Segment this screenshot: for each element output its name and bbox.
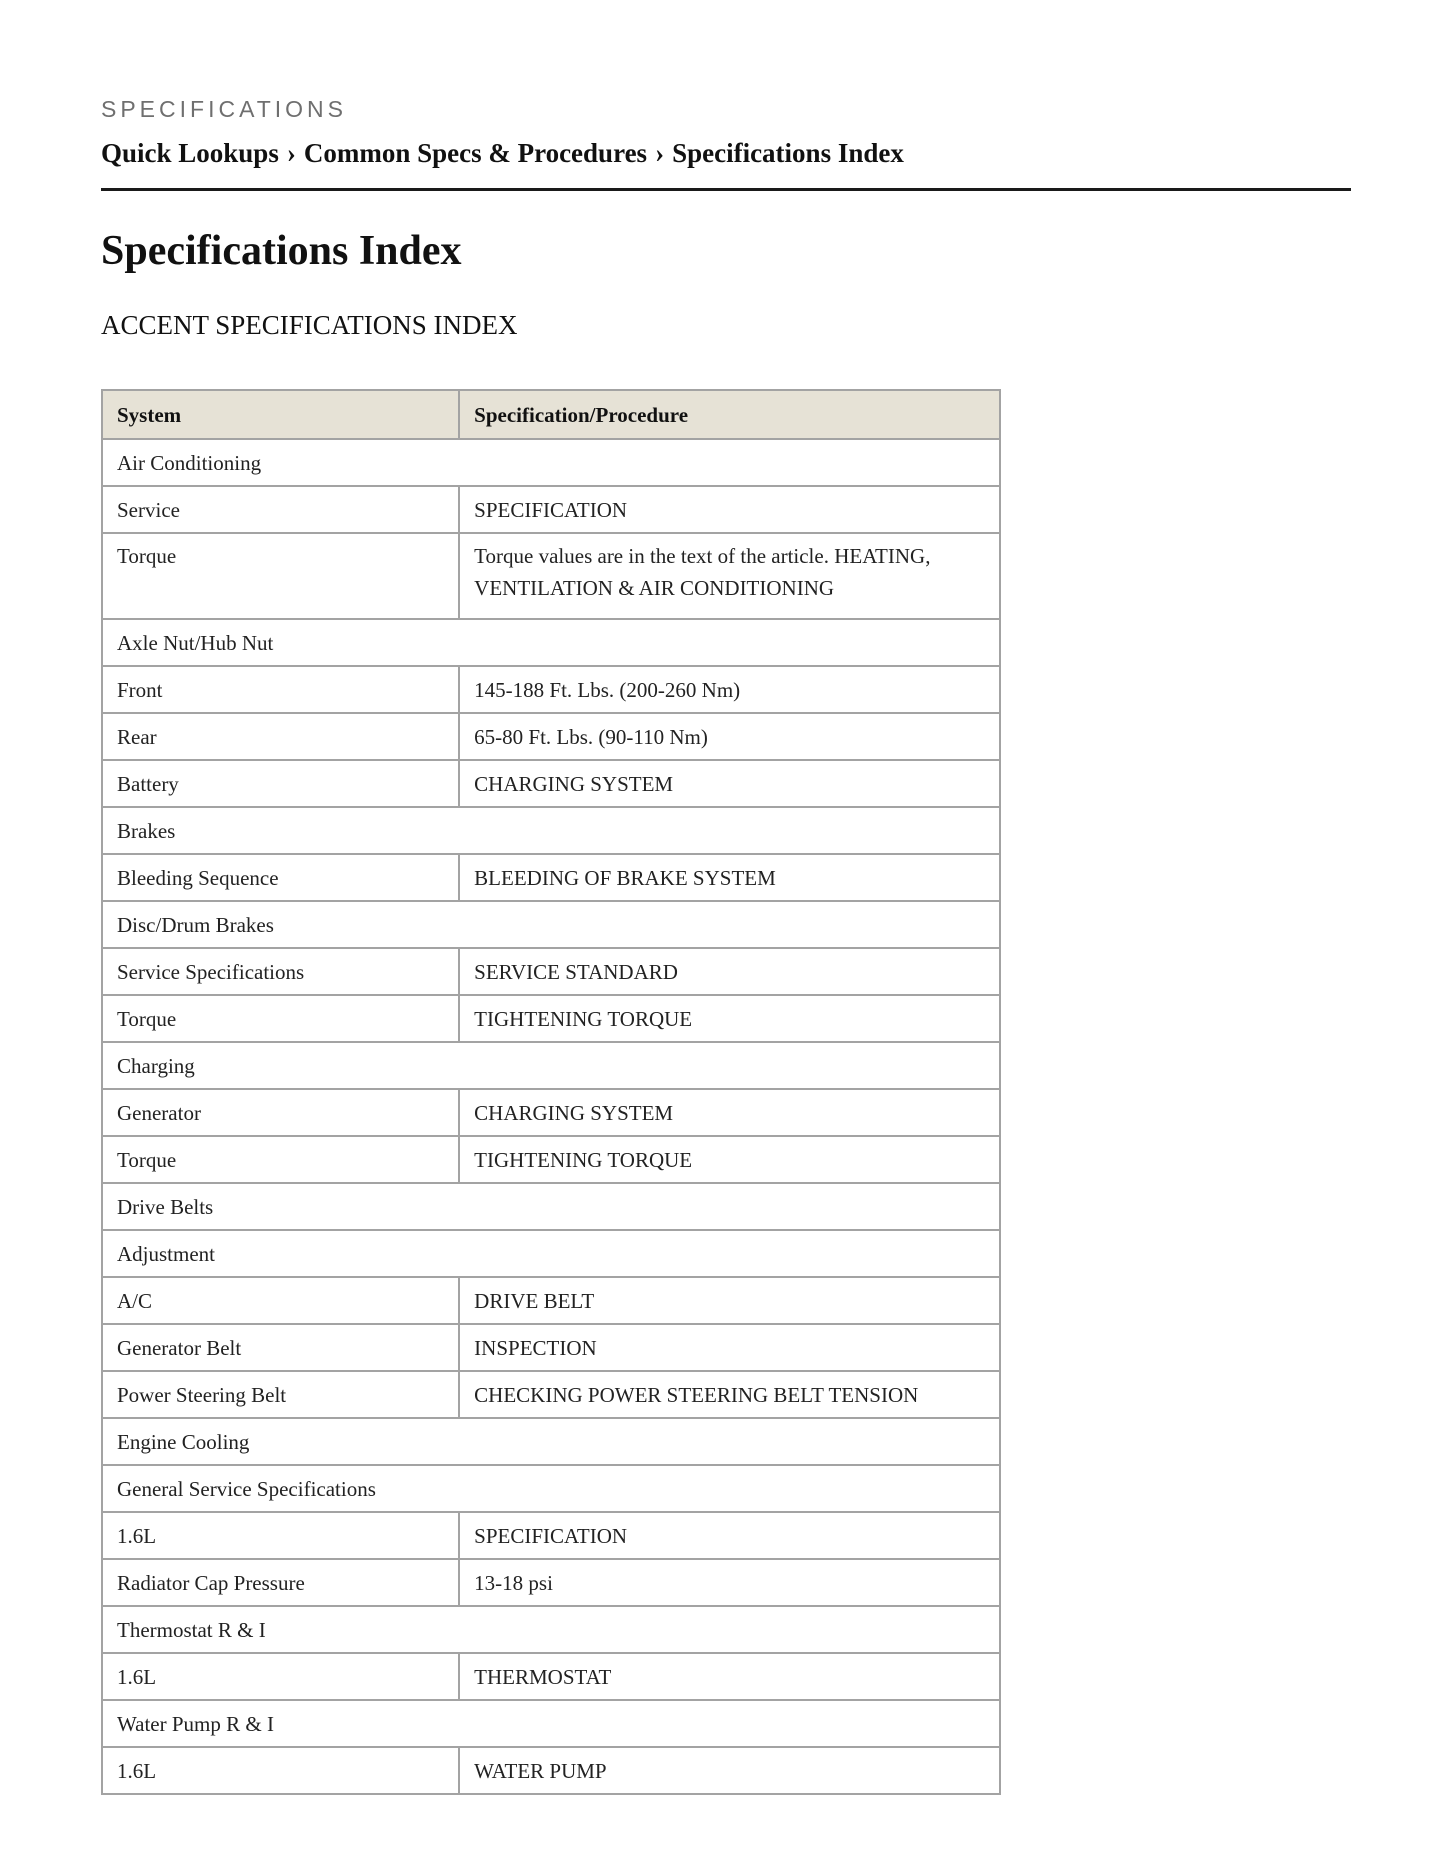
table-row <box>102 901 1000 948</box>
specification-cell: TIGHTENING TORQUE <box>459 995 1000 1042</box>
system-cell: Bleeding Sequence <box>102 854 459 901</box>
table-row <box>102 533 1000 619</box>
specifications-table <box>101 389 1001 1795</box>
table-row <box>102 1230 1000 1277</box>
system-cell: 1.6L <box>102 1747 459 1794</box>
breadcrumb-item-specifications-index: Specifications Index <box>672 138 904 168</box>
specification-cell: 65-80 Ft. Lbs. (90-110 Nm) <box>459 713 1000 760</box>
system-cell: Brakes <box>102 807 1000 854</box>
specification-cell: SERVICE STANDARD <box>459 948 1000 995</box>
table-row <box>102 1089 1000 1136</box>
system-cell: 1.6L <box>102 1653 459 1700</box>
breadcrumb <box>101 138 904 169</box>
specification-cell: SPECIFICATION <box>459 486 1000 533</box>
system-cell: Generator <box>102 1089 459 1136</box>
table-row <box>102 1559 1000 1606</box>
table-row <box>102 1606 1000 1653</box>
specification-cell: 145-188 Ft. Lbs. (200-260 Nm) <box>459 666 1000 713</box>
system-cell: Torque <box>102 533 459 619</box>
system-cell: Service Specifications <box>102 948 459 995</box>
system-cell: Drive Belts <box>102 1183 1000 1230</box>
breadcrumb-item-quick-lookups[interactable]: Quick Lookups <box>101 138 279 168</box>
table-row <box>102 760 1000 807</box>
table-row <box>102 995 1000 1042</box>
section-eyebrow: SPECIFICATIONS <box>101 96 347 122</box>
system-cell: Engine Cooling <box>102 1418 1000 1465</box>
table-row <box>102 666 1000 713</box>
system-cell: Generator Belt <box>102 1324 459 1371</box>
table-row <box>102 807 1000 854</box>
system-cell: Torque <box>102 1136 459 1183</box>
table-row <box>102 713 1000 760</box>
column-header-specification: Specification/Procedure <box>459 390 1000 439</box>
table-row <box>102 1418 1000 1465</box>
system-cell: Service <box>102 486 459 533</box>
specification-cell: DRIVE BELT <box>459 1277 1000 1324</box>
page-subtitle: ACCENT SPECIFICATIONS INDEX <box>101 310 518 340</box>
table-header-row <box>102 390 1000 439</box>
specification-cell: TIGHTENING TORQUE <box>459 1136 1000 1183</box>
system-cell: Water Pump R & I <box>102 1700 1000 1747</box>
table-row <box>102 1324 1000 1371</box>
system-cell: Battery <box>102 760 459 807</box>
specification-cell: CHARGING SYSTEM <box>459 1089 1000 1136</box>
specification-cell: BLEEDING OF BRAKE SYSTEM <box>459 854 1000 901</box>
page-title: Specifications Index <box>101 228 462 274</box>
table-row <box>102 854 1000 901</box>
system-cell: Torque <box>102 995 459 1042</box>
specification-cell: WATER PUMP <box>459 1747 1000 1794</box>
specification-cell: THERMOSTAT <box>459 1653 1000 1700</box>
table-row <box>102 1465 1000 1512</box>
table-row <box>102 948 1000 995</box>
table-row <box>102 1747 1000 1794</box>
system-cell: 1.6L <box>102 1512 459 1559</box>
system-cell: Axle Nut/Hub Nut <box>102 619 1000 666</box>
specification-cell: INSPECTION <box>459 1324 1000 1371</box>
system-cell: Power Steering Belt <box>102 1371 459 1418</box>
system-cell: Charging <box>102 1042 1000 1089</box>
system-cell: Disc/Drum Brakes <box>102 901 1000 948</box>
specification-cell: CHECKING POWER STEERING BELT TENSION <box>459 1371 1000 1418</box>
system-cell: Thermostat R & I <box>102 1606 1000 1653</box>
system-cell: Radiator Cap Pressure <box>102 1559 459 1606</box>
table-row <box>102 1653 1000 1700</box>
table-body <box>102 439 1000 1794</box>
table-row <box>102 1700 1000 1747</box>
breadcrumb-separator: › <box>655 138 665 168</box>
table-row <box>102 1183 1000 1230</box>
column-header-system: System <box>102 390 459 439</box>
specification-cell: CHARGING SYSTEM <box>459 760 1000 807</box>
table-row <box>102 486 1000 533</box>
breadcrumb-item-common-specs[interactable]: Common Specs & Procedures <box>303 138 648 168</box>
table-row <box>102 1371 1000 1418</box>
specification-cell: SPECIFICATION <box>459 1512 1000 1559</box>
system-cell: Front <box>102 666 459 713</box>
system-cell: Adjustment <box>102 1230 1000 1277</box>
table-row <box>102 1512 1000 1559</box>
table-row <box>102 1042 1000 1089</box>
specification-cell: Torque values are in the text of the article. HEATING, VENTILATION & AIR CONDITIONING <box>459 533 1000 619</box>
table-row <box>102 1277 1000 1324</box>
system-cell: Air Conditioning <box>102 439 1000 486</box>
system-cell: Rear <box>102 713 459 760</box>
system-cell: A/C <box>102 1277 459 1324</box>
specification-cell: 13-18 psi <box>459 1559 1000 1606</box>
system-cell: General Service Specifications <box>102 1465 1000 1512</box>
table-row <box>102 439 1000 486</box>
table-row <box>102 1136 1000 1183</box>
header-divider <box>101 188 1351 191</box>
breadcrumb-separator: › <box>286 138 296 168</box>
table-row <box>102 619 1000 666</box>
